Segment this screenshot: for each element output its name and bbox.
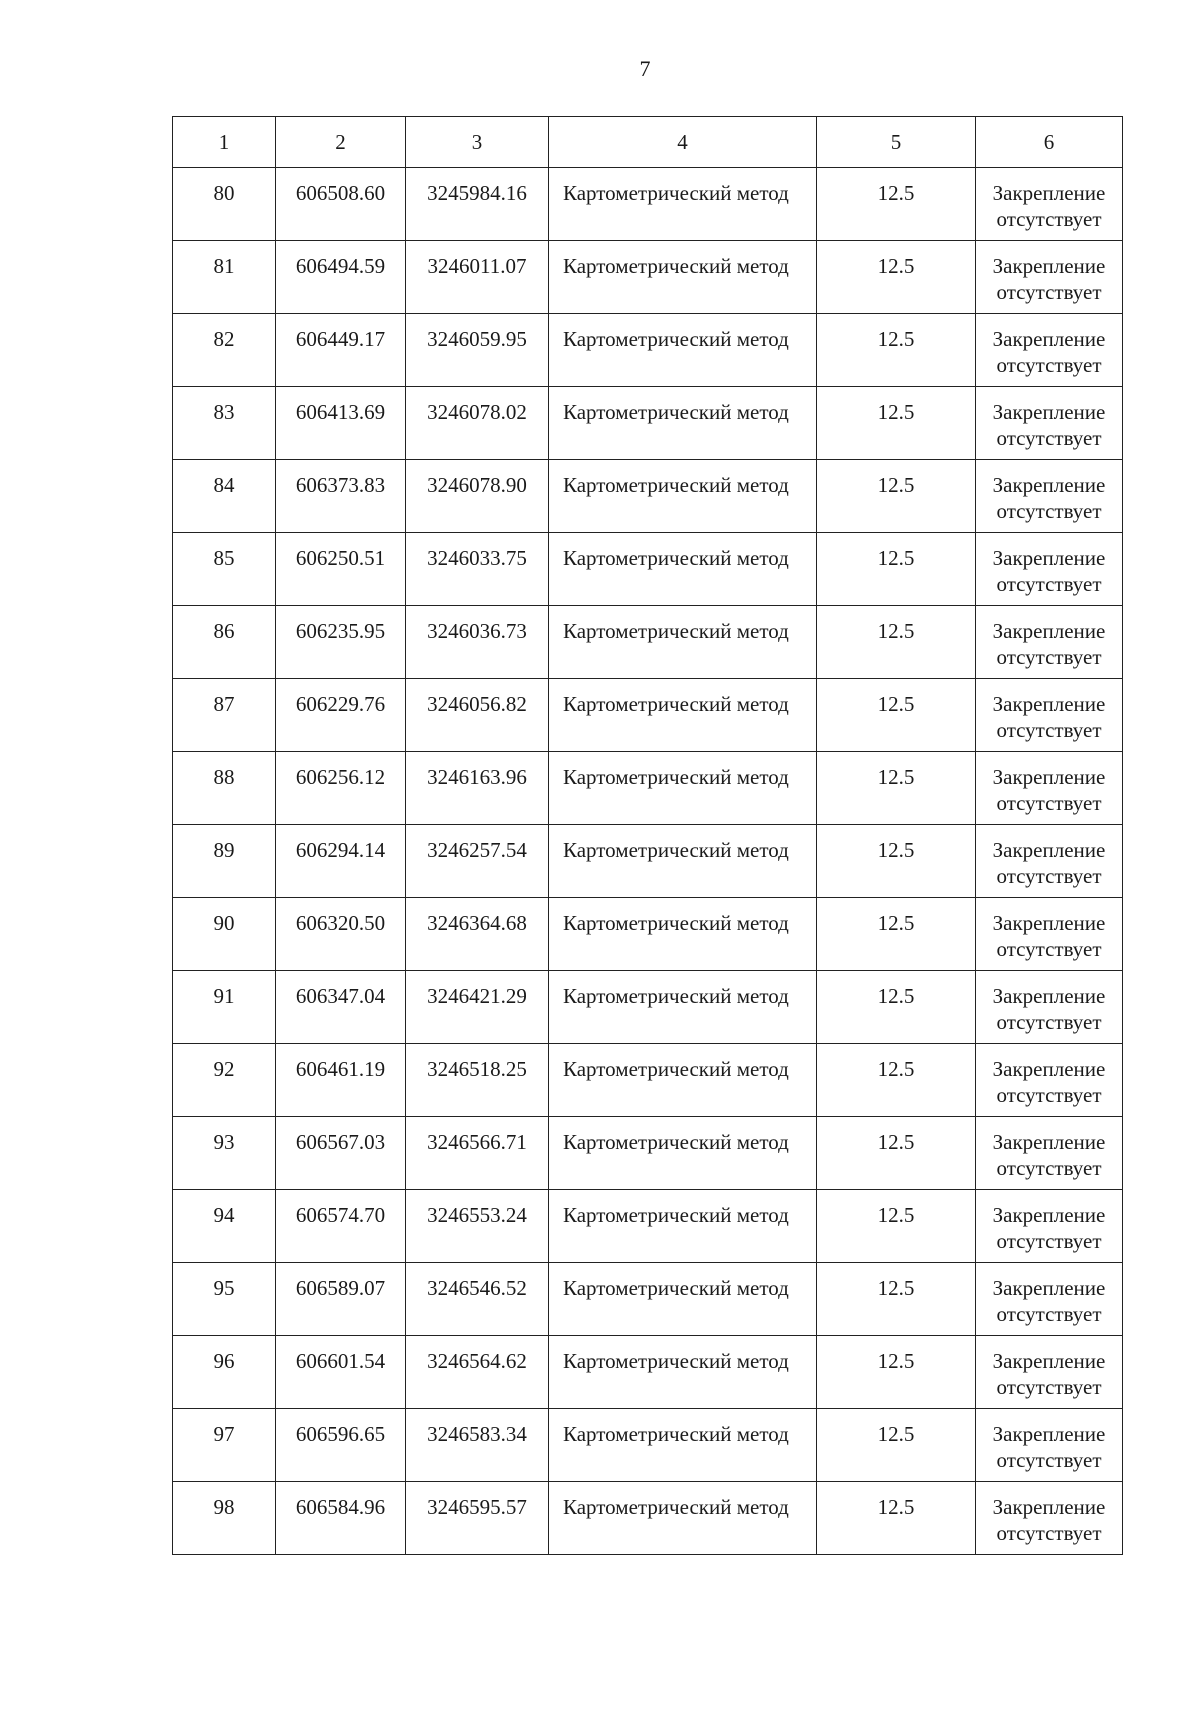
y-coordinate-cell: 3246059.95 [406,314,549,387]
fixation-text: Закрепление [992,546,1106,570]
fixation-cell [976,1190,1123,1263]
fixation-text: отсутствует [996,572,1102,596]
fixation-text: Закрепление [992,692,1106,716]
fixation-text: Закрепление [992,1422,1106,1446]
method-cell: Картометрический метод [549,533,817,606]
fixation-cell [976,168,1123,241]
fixation-text: Закрепление [992,1495,1106,1519]
y-coordinate-cell: 3246078.02 [406,387,549,460]
table-row [173,1263,1123,1336]
table-row [173,241,1123,314]
x-coordinate-cell: 606413.69 [276,387,406,460]
fixation-text: Закрепление [992,838,1106,862]
fixation-text: отсутствует [996,864,1102,888]
fixation-text: Закрепление [992,1349,1106,1373]
fixation-text: отсутствует [996,1521,1102,1545]
x-coordinate-cell: 606601.54 [276,1336,406,1409]
fixation-text: отсутствует [996,426,1102,450]
accuracy-cell: 12.5 [817,1117,976,1190]
method-cell: Картометрический метод [549,460,817,533]
y-coordinate-cell: 3246163.96 [406,752,549,825]
accuracy-cell: 12.5 [817,1044,976,1117]
accuracy-cell: 12.5 [817,168,976,241]
fixation-cell [976,606,1123,679]
table-row [173,825,1123,898]
point-number-cell: 84 [173,460,276,533]
header-row [173,117,1123,168]
header-col-2: 2 [276,117,406,168]
table-row [173,533,1123,606]
accuracy-cell: 12.5 [817,606,976,679]
point-number-cell: 89 [173,825,276,898]
table-row [173,1336,1123,1409]
x-coordinate-cell: 606256.12 [276,752,406,825]
fixation-text: отсутствует [996,1156,1102,1180]
fixation-cell [976,387,1123,460]
fixation-text: отсутствует [996,1083,1102,1107]
y-coordinate-cell: 3246036.73 [406,606,549,679]
table-row [173,168,1123,241]
point-number-cell: 96 [173,1336,276,1409]
point-number-cell: 81 [173,241,276,314]
table-row [173,752,1123,825]
y-coordinate-cell: 3246566.71 [406,1117,549,1190]
y-coordinate-cell: 3246364.68 [406,898,549,971]
fixation-text: отсутствует [996,1375,1102,1399]
fixation-cell [976,825,1123,898]
fixation-text: отсутствует [996,1229,1102,1253]
accuracy-cell: 12.5 [817,1482,976,1555]
table-row [173,1190,1123,1263]
accuracy-cell: 12.5 [817,1263,976,1336]
fixation-text: отсутствует [996,499,1102,523]
fixation-text: отсутствует [996,207,1102,231]
fixation-text: Закрепление [992,765,1106,789]
accuracy-cell: 12.5 [817,460,976,533]
table-row [173,1482,1123,1555]
accuracy-cell: 12.5 [817,1409,976,1482]
point-number-cell: 82 [173,314,276,387]
x-coordinate-cell: 606250.51 [276,533,406,606]
x-coordinate-cell: 606589.07 [276,1263,406,1336]
fixation-cell [976,679,1123,752]
y-coordinate-cell: 3246011.07 [406,241,549,314]
header-col-5: 5 [817,117,976,168]
point-number-cell: 98 [173,1482,276,1555]
y-coordinate-cell: 3246421.29 [406,971,549,1044]
point-number-cell: 93 [173,1117,276,1190]
method-cell: Картометрический метод [549,314,817,387]
x-coordinate-cell: 606508.60 [276,168,406,241]
header-col-1: 1 [173,117,276,168]
method-cell: Картометрический метод [549,1117,817,1190]
method-cell: Картометрический метод [549,1044,817,1117]
x-coordinate-cell: 606229.76 [276,679,406,752]
method-cell: Картометрический метод [549,898,817,971]
method-cell: Картометрический метод [549,241,817,314]
point-number-cell: 95 [173,1263,276,1336]
method-cell: Картометрический метод [549,606,817,679]
fixation-cell [976,898,1123,971]
fixation-cell [976,314,1123,387]
point-number-cell: 94 [173,1190,276,1263]
point-number-cell: 87 [173,679,276,752]
method-cell: Картометрический метод [549,752,817,825]
fixation-text: Закрепление [992,1130,1106,1154]
x-coordinate-cell: 606235.95 [276,606,406,679]
accuracy-cell: 12.5 [817,898,976,971]
fixation-cell [976,241,1123,314]
y-coordinate-cell: 3246595.57 [406,1482,549,1555]
fixation-cell [976,971,1123,1044]
table-row [173,898,1123,971]
method-cell: Картометрический метод [549,387,817,460]
fixation-text: отсутствует [996,353,1102,377]
table-row [173,387,1123,460]
page-number: 7 [639,56,651,81]
x-coordinate-cell: 606574.70 [276,1190,406,1263]
table-body [173,168,1123,1555]
fixation-text: отсутствует [996,791,1102,815]
method-cell: Картометрический метод [549,679,817,752]
point-number-cell: 80 [173,168,276,241]
table-row [173,679,1123,752]
fixation-cell [976,1044,1123,1117]
y-coordinate-cell: 3246033.75 [406,533,549,606]
table-row [173,1409,1123,1482]
method-cell: Картометрический метод [549,1409,817,1482]
fixation-text: Закрепление [992,1203,1106,1227]
accuracy-cell: 12.5 [817,387,976,460]
point-number-cell: 97 [173,1409,276,1482]
y-coordinate-cell: 3246518.25 [406,1044,549,1117]
x-coordinate-cell: 606373.83 [276,460,406,533]
fixation-cell [976,1263,1123,1336]
table-row [173,1117,1123,1190]
table-row [173,460,1123,533]
fixation-cell [976,460,1123,533]
fixation-cell [976,752,1123,825]
method-cell: Картометрический метод [549,971,817,1044]
y-coordinate-cell: 3246056.82 [406,679,549,752]
fixation-cell [976,1482,1123,1555]
accuracy-cell: 12.5 [817,971,976,1044]
accuracy-cell: 12.5 [817,241,976,314]
x-coordinate-cell: 606294.14 [276,825,406,898]
table-row [173,314,1123,387]
fixation-text: отсутствует [996,1302,1102,1326]
y-coordinate-cell: 3246583.34 [406,1409,549,1482]
x-coordinate-cell: 606347.04 [276,971,406,1044]
fixation-cell [976,1409,1123,1482]
accuracy-cell: 12.5 [817,1190,976,1263]
fixation-text: Закрепление [992,400,1106,424]
header-col-4: 4 [549,117,817,168]
accuracy-cell: 12.5 [817,314,976,387]
accuracy-cell: 12.5 [817,752,976,825]
fixation-text: Закрепление [992,1276,1106,1300]
y-coordinate-cell: 3246078.90 [406,460,549,533]
fixation-text: отсутствует [996,1448,1102,1472]
fixation-text: Закрепление [992,619,1106,643]
point-number-cell: 92 [173,1044,276,1117]
header-col-3: 3 [406,117,549,168]
point-number-cell: 85 [173,533,276,606]
point-number-cell: 91 [173,971,276,1044]
x-coordinate-cell: 606494.59 [276,241,406,314]
point-number-cell: 88 [173,752,276,825]
fixation-text: Закрепление [992,181,1106,205]
method-cell: Картометрический метод [549,1263,817,1336]
y-coordinate-cell: 3246546.52 [406,1263,549,1336]
point-number-cell: 90 [173,898,276,971]
point-number-cell: 83 [173,387,276,460]
accuracy-cell: 12.5 [817,679,976,752]
y-coordinate-cell: 3246564.62 [406,1336,549,1409]
x-coordinate-cell: 606449.17 [276,314,406,387]
method-cell: Картометрический метод [549,1190,817,1263]
x-coordinate-cell: 606584.96 [276,1482,406,1555]
accuracy-cell: 12.5 [817,1336,976,1409]
x-coordinate-cell: 606567.03 [276,1117,406,1190]
y-coordinate-cell: 3245984.16 [406,168,549,241]
method-cell: Картометрический метод [549,825,817,898]
fixation-text: Закрепление [992,984,1106,1008]
x-coordinate-cell: 606320.50 [276,898,406,971]
fixation-text: Закрепление [992,254,1106,278]
fixation-text: отсутствует [996,937,1102,961]
fixation-cell [976,1336,1123,1409]
table-header [173,117,1123,168]
fixation-text: отсутствует [996,645,1102,669]
method-cell: Картометрический метод [549,168,817,241]
x-coordinate-cell: 606596.65 [276,1409,406,1482]
point-number-cell: 86 [173,606,276,679]
fixation-text: отсутствует [996,718,1102,742]
fixation-text: Закрепление [992,911,1106,935]
table-row [173,606,1123,679]
header-col-6: 6 [976,117,1123,168]
fixation-text: Закрепление [992,327,1106,351]
fixation-text: Закрепление [992,473,1106,497]
coordinates-table [172,116,1123,1555]
x-coordinate-cell: 606461.19 [276,1044,406,1117]
fixation-text: отсутствует [996,1010,1102,1034]
accuracy-cell: 12.5 [817,825,976,898]
y-coordinate-cell: 3246553.24 [406,1190,549,1263]
fixation-cell [976,533,1123,606]
table-row [173,971,1123,1044]
method-cell: Картометрический метод [549,1336,817,1409]
fixation-cell [976,1117,1123,1190]
method-cell: Картометрический метод [549,1482,817,1555]
fixation-text: Закрепление [992,1057,1106,1081]
accuracy-cell: 12.5 [817,533,976,606]
y-coordinate-cell: 3246257.54 [406,825,549,898]
table-row [173,1044,1123,1117]
fixation-text: отсутствует [996,280,1102,304]
